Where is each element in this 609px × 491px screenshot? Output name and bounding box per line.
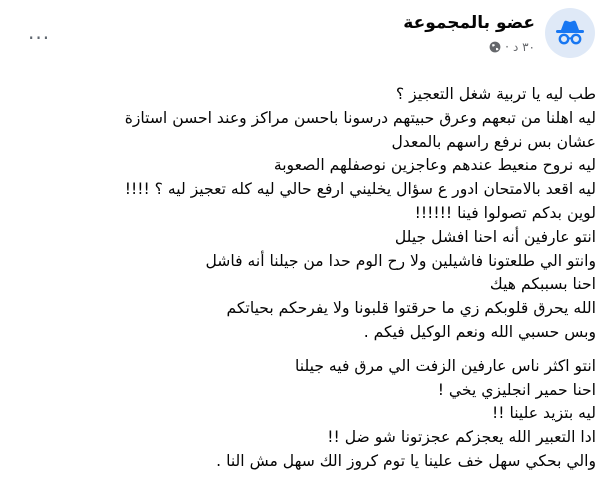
paragraph-gap	[4, 345, 596, 355]
post-line: احنا بسببكم هيك	[489, 275, 596, 294]
post-line: ليه نروح منعيط عندهم وعاجزين نوصفلهم الصعوبة	[273, 156, 596, 175]
post-line: ليه اهلنا من تبعهم وعرق حبيتهم درسونا باحسن مراكز وعند احسن استازة	[124, 108, 596, 127]
incognito-icon[interactable]	[545, 8, 595, 58]
post-line: ادا التعبير الله يعجزكم عجزتونا شو ضل !!	[327, 428, 596, 447]
post-line: انتو عارفين أنه احنا افشل جيلل	[394, 227, 596, 246]
post-line: انتو اكثر ناس عارفين الزفت الي مرق فيه جيلنا	[295, 356, 596, 375]
post-header	[403, 8, 595, 58]
author-name[interactable]: عضو بالمجموعة	[403, 13, 535, 33]
post-line: ليه اقعد بالامتحان ادور ع سؤال يخليني ارفع حالي ليه كله تعجيز ليه ؟ !!!!	[124, 180, 596, 199]
post-line: والي بحكي سهل خف علينا يا توم كروز الك سهل مش النا .	[216, 451, 596, 470]
post-line: الله يحرق قلوبكم زي ما حرقتوا قلبونا ولا يفرحكم بحياتكم	[226, 299, 596, 318]
post-line: طب ليه يا تربية شغل التعجيز ؟	[395, 85, 596, 103]
post-time[interactable]: ٣٠ د	[512, 40, 535, 54]
post-line: وانتو الي طلعتونا فاشيلين ولا رح الوم حدا من جيلنا أنه فاشل	[205, 251, 596, 270]
globe-icon	[489, 41, 501, 53]
post-line: ليه بتزيد علينا !!	[492, 404, 596, 423]
post-body	[4, 83, 596, 474]
more-options-icon[interactable]: ···	[28, 26, 51, 50]
post-line: احنا حمير انجليزي يخي !	[437, 380, 596, 399]
meta-separator: ·	[505, 40, 509, 54]
post-meta	[403, 40, 535, 54]
post-line: وبس حسبي الله ونعم الوكيل فيكم .	[363, 322, 596, 341]
post-line: لوين بدكم تصولوا فينا !!!!!!	[414, 203, 596, 222]
post-line: عشان بس نرفع راسهم بالمعدل	[391, 132, 596, 151]
